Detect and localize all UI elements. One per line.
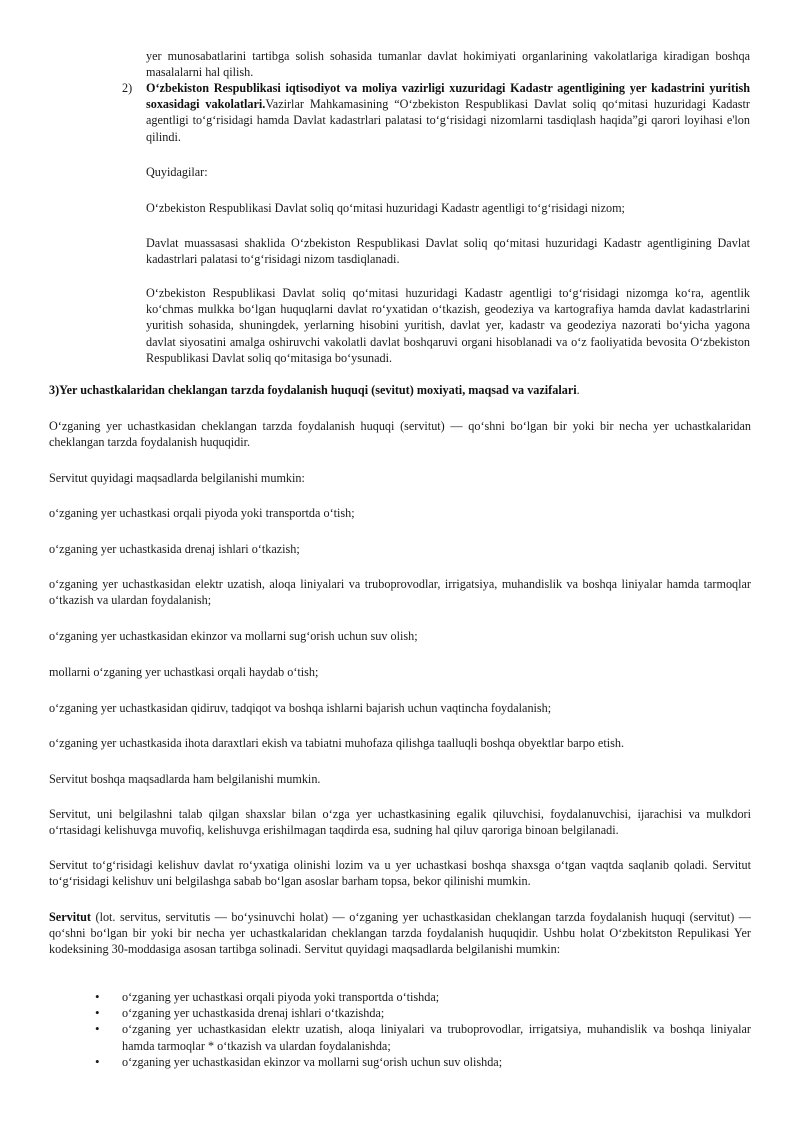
item2-paragraph bbox=[146, 80, 750, 145]
section-heading-3: 3)Yer uchastkalaridan cheklangan tarzda foydalanish huquqi (sevitut) moxiyati, maqsad va vazifalari. bbox=[49, 383, 580, 397]
item2-text: Vazirlar Mahkamasining “O‘zbekiston Respublikasi Davlat soliq qo‘mitasi huzuridagi Kadastr agentligi to‘g‘risidagi hamda Davlat kadastrlari palatasi to‘g‘risidagi nizomlarni tasdiqlash haqida”gi qarori loyihasi e'lon qilindi. bbox=[146, 97, 750, 144]
section-heading-3-text: 3)Yer uchastkalaridan cheklangan tarzda foydalanish huquqi (sevitut) moxiyati, maqsad va vazifalari bbox=[49, 383, 577, 397]
intro-paragraph: yer munosabatlarini tartibga solish sohasida tumanlar davlat hokimiyati organlarining vakolatlariga kiradigan boshqa masalalarni hal qilish. bbox=[146, 49, 750, 80]
servitut-bullet-list bbox=[49, 989, 751, 1070]
list-item: • o‘zganing yer uchastkasidan ekinzor va mollarni sug‘orish uchun suv olishda; bbox=[95, 1053, 503, 1069]
servitut-other-purposes: Servitut boshqa maqsadlarda ham belgilanishi mumkin. bbox=[49, 772, 321, 786]
nizom-paragraph-1: O‘zbekiston Respublikasi Davlat soliq qo‘mitasi huzuridagi Kadastr agentligi to‘g‘risidagi nizom; bbox=[146, 201, 625, 215]
list-item: • o‘zganing yer uchastkasi orqali piyoda yoki transportda o‘tishda; bbox=[95, 989, 440, 1004]
item-number: 2) bbox=[122, 81, 133, 95]
bullet-icon: • bbox=[95, 989, 100, 1004]
bullet-icon: • bbox=[95, 1053, 100, 1069]
nizom-paragraph-3: O‘zbekiston Respublikasi Davlat soliq qo‘mitasi huzuridagi Kadastr agentligi to‘g‘risidagi nizomga ko‘ra, agentlik ko‘chmas mulkka bo‘lgan huquqlarni davlat ro‘yxatidan o‘tkazish, geodeziya va kartografiya hamda davlat kadastrlarini yuritish sohasida, shuningdek, yerlarning hisobini yuritish, davlat yer, kadastr va geodeziya nazorati bo‘yicha yagona davlat siyosatini amalga oshiruvchi vakolatli davlat boshqaruvi organi hisoblanadi va o‘z faoliyatida bevosita O‘zbekiston Respublikasi Davlat soliq qo‘mitasiga bo‘ysunadi. bbox=[146, 286, 750, 365]
list-item: • o‘zganing yer uchastkasida drenaj ishlari o‘tkazishda; bbox=[95, 1005, 385, 1021]
purpose-item: o‘zganing yer uchastkasidan qidiruv, tadqiqot va boshqa ishlarni bajarish uchun vaqtincha foydalanish; bbox=[49, 701, 552, 715]
servitut-registration: Servitut to‘g‘risidagi kelishuv davlat ro‘yxatiga olinishi lozim va u yer uchastkasi boshqa shaxsga o‘tgan vaqtda saqlanib qoladi. Servitut to‘g‘risidagi kelishuv uni belgilashga sabab bo‘lgan asoslar barham topsa, bekor qilinishi mumkin. bbox=[49, 858, 751, 889]
purpose-item: o‘zganing yer uchastkasidan elektr uzatish, aloqa liniyalari va truboprovodlar, irrigatsiya, muhandislik va boshqa liniyalar hamda tarmoqlar o‘tkazish va ulardan foydalanish; bbox=[49, 577, 751, 608]
servitut-latin-definition: Servitut (lot. servitus, servitutis — bo‘ysinuvchi holat) — o‘zganing yer uchastkasidan cheklangan tarzda foydalanish huquqi (servitut) — qo‘shni bo‘lgan bir yoki bir necha yer uchastkalaridan cheklangan tarzda foydalanish huquqidir. Ushbu holat O‘zbekitston Repulikasi Yer kodeksining 30-moddasiga asosan tartibga solinadi. Servitut quyidagi maqsadlarda belgilanishi mumkin: bbox=[49, 910, 751, 957]
purpose-item: o‘zganing yer uchastkasi orqali piyoda yoki transportda o‘tish; bbox=[49, 506, 355, 520]
purpose-item: mollarni o‘zganing yer uchastkasi orqali haydab o‘tish; bbox=[49, 665, 319, 679]
purpose-item: o‘zganing yer uchastkasidan ekinzor va mollarni sug‘orish uchun suv olish; bbox=[49, 629, 418, 643]
list-item: • o‘zganing yer uchastkasidan elektr uzatish, aloqa liniyalari va truboprovodlar, irrigatsiya, muhandislik va boshqa liniyalar hamda tarmoqlar * o‘tkazish va ulardan foydalanishda; bbox=[95, 1021, 751, 1053]
quyidagilar-label: Quyidagilar: bbox=[146, 165, 208, 179]
servitut-purposes-intro: Servitut quyidagi maqsadlarda belgilanishi mumkin: bbox=[49, 471, 305, 485]
servitut-definition: O‘zganing yer uchastkasidan cheklangan tarzda foydalanish huquqi (servitut) — qo‘shni bo‘lgan bir yoki bir necha yer uchastkalaridan cheklangan tarzda foydalanish huquqidir. bbox=[49, 419, 751, 450]
item2-heading: O‘zbekiston Respublikasi iqtisodiyot va moliya vazirligi xuzuridagi Kadastr agentligining yer kadastrini yuritish soxasidagi vakolatlari. bbox=[146, 81, 750, 112]
servitut-agreement: Servitut, uni belgilashni talab qilgan shaxslar bilan o‘zga yer uchastkasining egalik qiluvchisi, foydalanuvchisi, ijarachisi va mulkdori o‘rtasidagi kelishuvga muvofiq, kelishuvga erishilmagan taqdirda esa, sudning hal qiluv qaroriga binoan belgilanadi. bbox=[49, 807, 751, 838]
purpose-item: o‘zganing yer uchastkasida ihota daraxtlari ekish va tabiatni muhofaza qilishga taalluqli boshqa obyektlar barpo etish. bbox=[49, 736, 625, 750]
nizom-paragraph-2: Davlat muassasasi shaklida O‘zbekiston Respublikasi Davlat soliq qo‘mitasi huzuridagi Kadastr agentligining Davlat kadastrlari palatasi to‘g‘risidagi nizom tasdiqlanadi. bbox=[146, 236, 750, 267]
servitut-term: Servitut bbox=[49, 910, 91, 924]
bullet-icon: • bbox=[95, 1005, 100, 1021]
purpose-item: o‘zganing yer uchastkasida drenaj ishlari o‘tkazish; bbox=[49, 542, 300, 556]
bullet-icon: • bbox=[95, 1021, 100, 1037]
